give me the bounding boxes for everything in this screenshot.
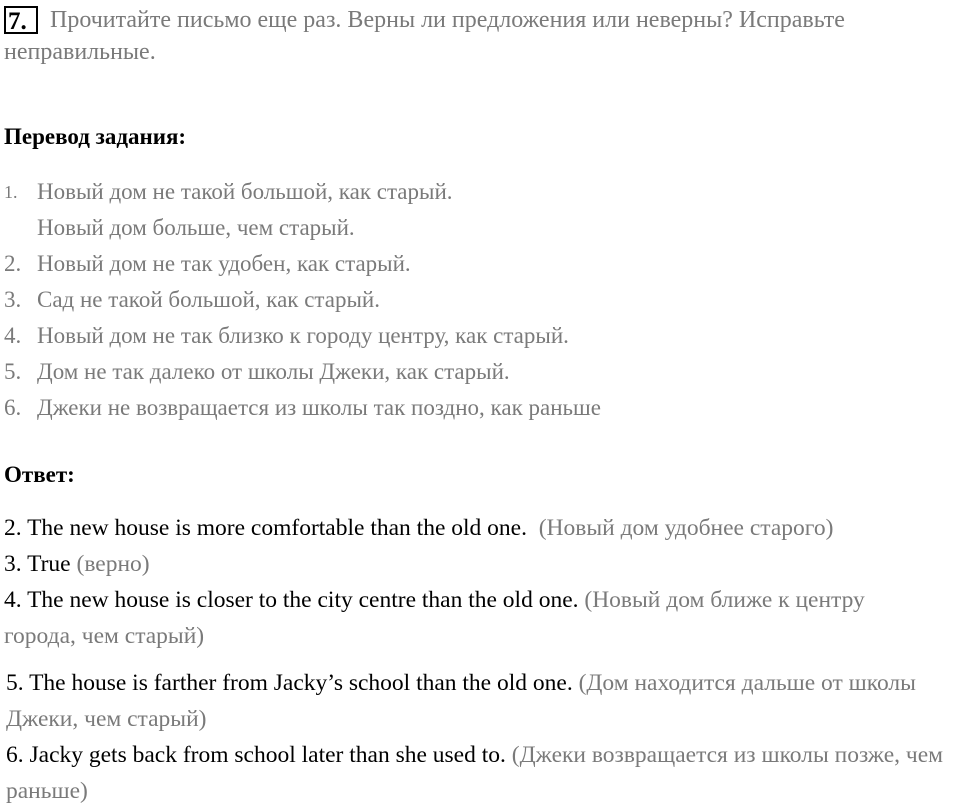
list-item [4,174,954,210]
answer-item [6,737,960,809]
answer-item [6,665,950,737]
item-number: 4. [4,323,22,348]
item-text: Джеки не возвращается из школы так поздно, как раньше [37,395,601,420]
item-number: 3. [4,287,22,312]
answer-translation: (Дом находится дальше от школы Джеки, чем старый) [6,670,916,732]
answer-item [4,546,954,582]
list-item [4,318,954,354]
task-instruction: Прочитайте письмо еще раз. Верны ли предложения или неверны? Исправьте неправильные. [4,7,845,65]
task-number-box: 7. [4,6,38,34]
item-text: Новый дом не такой большой, как старый. [37,179,453,204]
answer-heading: Ответ: [4,462,75,487]
list-item [4,210,954,246]
answer-translation: (Новый дом удобнее старого) [538,515,834,541]
item-number: 6. [4,395,22,420]
answer-english: 2. The new house is more comfortable than the old one. [4,515,527,541]
answer-translation: (Новый дом ближе к центру города, чем старый) [4,587,865,649]
task-statement [4,4,954,68]
answer-english: 5. The house is farther from Jacky’s school than the old one. [6,670,573,696]
list-item [4,354,954,390]
answer-english: 4. The new house is closer to the city centre than the old one. [4,587,579,613]
item-text: Сад не такой большой, как старый. [37,287,380,312]
answer-translation: (верно) [76,551,150,577]
answer-english: 3. True [4,551,71,577]
item-text: Новый дом не так удобен, как старый. [37,251,411,276]
answer-item [4,510,960,546]
item-text: Дом не так далеко от школы Джеки, как старый. [37,359,510,384]
answer-english: 6. Jacky gets back from school later than she used to. [6,742,506,768]
list-item [4,246,954,282]
answer-item [4,582,924,654]
item-number: 2. [4,251,22,276]
item-number: 5. [4,359,22,384]
answer-translation: (Джеки возвращается из школы позже, чем раньше) [6,742,944,804]
item-number: 1. [4,182,18,202]
item-text: Новый дом больше, чем старый. [37,215,355,240]
translation-heading: Перевод задания: [4,124,187,149]
list-item [4,282,954,318]
translation-list [4,174,954,426]
item-text: Новый дом не так близко к городу центру, как старый. [37,323,569,348]
list-item [4,390,954,426]
